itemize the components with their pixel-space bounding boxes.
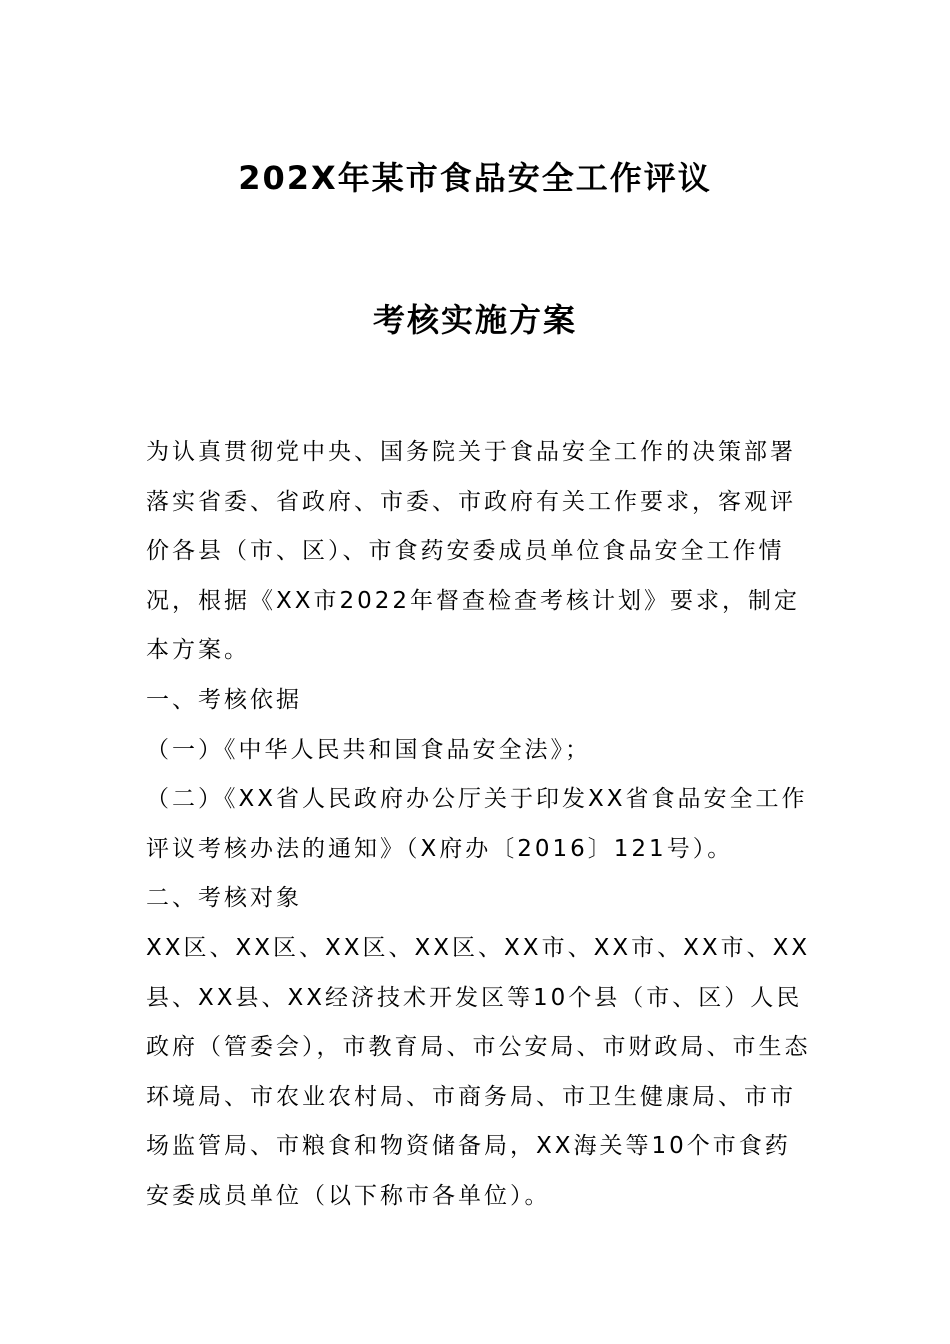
targets-paragraph: XX区、XX区、XX区、XX区、XX市、XX市、XX市、XX县、XX县、XX经济技术开发区等10个县（市、区）人民政府（管委会），市教育局、市公安局、市财政局、市生态环境局、市农业农村局、市商务局、市卫生健康局、市市场监管局、市粮食和物资储备局，XX海关等10个市食药安委成员单位（以下称市各单位）。 — [146, 934, 811, 1209]
document-title-line-2: 考核实施方案 — [372, 301, 577, 339]
intro-paragraph: 为认真贯彻党中央、国务院关于食品安全工作的决策部署落实省委、省政府、市委、市政府有关工作要求，客观评价各县（市、区）、市食药安委成员单位食品安全工作情况，根据《XX市2022年督查检查考核计划》要求，制定本方案。 — [146, 439, 801, 664]
basis-item-2: （二）《XX省人民政府办公厅关于印发XX省食品安全工作评议考核办法的通知》（X府办〔2016〕121号）。 — [146, 786, 808, 862]
section-heading-targets: 二、考核对象 — [146, 885, 302, 912]
section-heading-basis: 一、考核依据 — [146, 686, 302, 713]
document-body — [146, 428, 816, 1222]
basis-item-1: （一）《中华人民共和国食品安全法》； — [146, 736, 591, 763]
document-title-line-1: 202X年某市食品安全工作评议 — [238, 159, 712, 197]
